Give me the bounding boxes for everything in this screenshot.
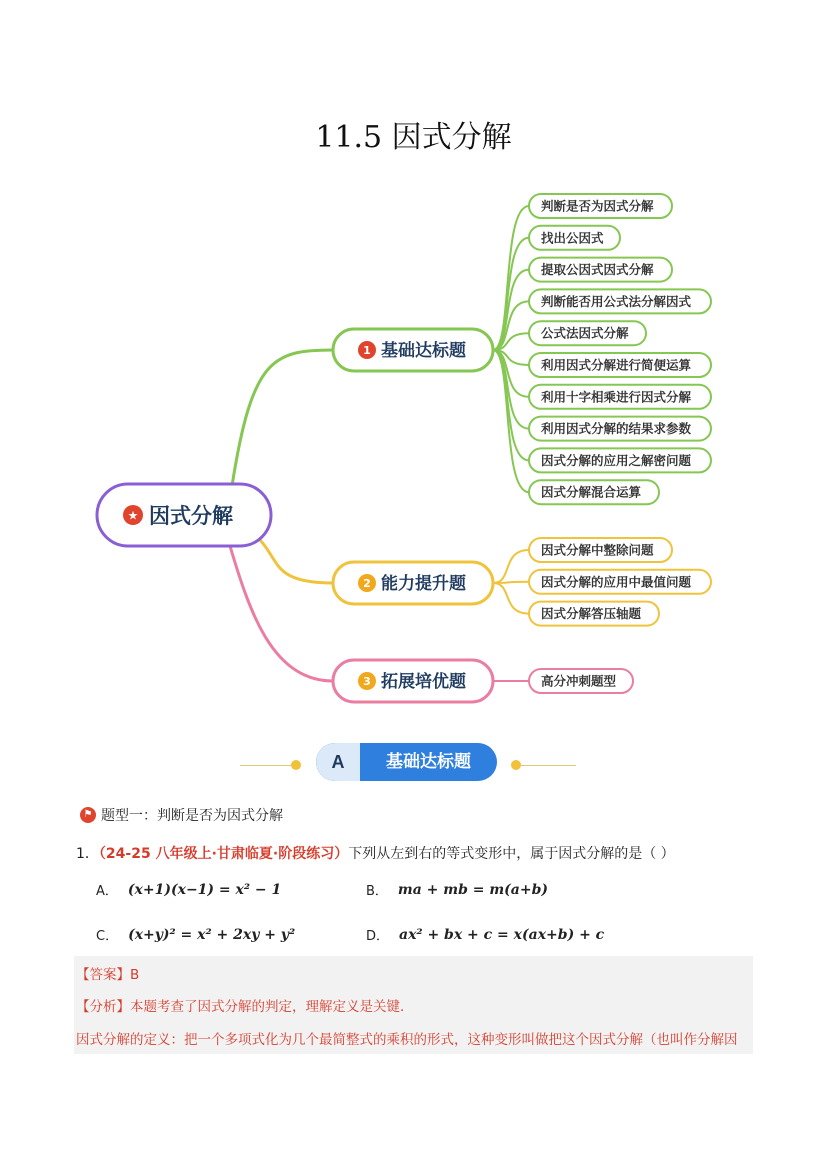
leaf-label: 因式分解答压轴题 — [541, 606, 642, 622]
section-pill — [316, 743, 497, 781]
branch-label: 拓展培优题 — [381, 672, 466, 692]
leaf-label: 利用十字相乘进行因式分解 — [541, 389, 692, 405]
banner-dot-left — [291, 760, 301, 770]
option-a-expr: (x+1)(x−1) = x² − 1 — [127, 881, 282, 898]
banner-divider-right — [520, 765, 576, 766]
leaf-label: 高分冲刺题型 — [541, 673, 617, 689]
branch-number: 1 — [363, 344, 371, 357]
option-d-expr: ax² + bx + c = x(ax+b) + c — [399, 926, 605, 943]
leaf-label: 因式分解混合运算 — [541, 484, 642, 500]
leaf-label: 公式法因式分解 — [541, 325, 629, 341]
question-number: 1． — [76, 846, 99, 862]
option-b-expr: ma + mb = m(a+b) — [397, 881, 549, 898]
flag-icon: ⚑ — [80, 807, 96, 823]
root-branch-connector — [260, 540, 333, 583]
leaf-label: 判断能否用公式法分解因式 — [541, 293, 692, 309]
answer-line: 【答案】B — [76, 967, 140, 983]
question-source: （24-25 八年级上·甘肃临夏·阶段练习） — [98, 846, 349, 862]
analysis-line: 【分析】本题考查了因式分解的判定，理解定义是关键． — [76, 999, 414, 1015]
option-d-letter: D． — [366, 929, 390, 944]
option-b — [366, 880, 548, 899]
leaf-label: 因式分解的应用之解密问题 — [541, 452, 692, 468]
leaf-connector — [493, 550, 529, 583]
root-label: 因式分解 — [149, 504, 233, 528]
leaf-connector — [493, 583, 529, 614]
leaf-label: 因式分解的应用中最值问题 — [541, 574, 692, 590]
branch-number: 2 — [363, 577, 371, 590]
question-stem — [76, 843, 675, 863]
page-title: 11.5 因式分解 — [315, 120, 512, 155]
option-b-letter: B． — [366, 884, 388, 899]
question-type-heading — [80, 804, 283, 826]
root-branch-connector — [232, 350, 333, 486]
section-banner — [0, 740, 827, 784]
question-type-text: 题型一：判断是否为因式分解 — [101, 808, 283, 824]
branch-number: 3 — [363, 675, 371, 688]
leaf-connector — [493, 350, 529, 397]
question-text: 下列从左到右的等式变形中，属于因式分解的是（ ） — [348, 846, 675, 862]
section-letter: A — [316, 743, 360, 781]
leaf-connector — [493, 582, 529, 583]
option-d — [366, 925, 604, 944]
option-c-letter: C． — [96, 929, 119, 944]
option-a-letter: A． — [96, 884, 118, 899]
leaf-label: 提取公因式因式分解 — [541, 262, 654, 278]
option-c — [96, 925, 295, 944]
leaf-label: 判断是否为因式分解 — [541, 198, 654, 214]
branch-label: 能力提升题 — [381, 574, 466, 594]
banner-divider-left — [240, 765, 296, 766]
leaf-label: 利用因式分解的结果求参数 — [541, 421, 692, 437]
root-branch-connector — [230, 546, 333, 681]
section-label: 基础达标题 — [386, 752, 471, 772]
leaf-label: 利用因式分解进行简便运算 — [541, 357, 692, 373]
definition-line: 因式分解的定义：把一个多项式化为几个最简整式的乘积的形式，这种变形叫做把这个因式分解（也叫作分解因 — [76, 1032, 738, 1048]
star-glyph: ★ — [127, 508, 139, 523]
leaf-label: 因式分解中整除问题 — [541, 542, 654, 558]
answer-box — [74, 956, 753, 1054]
leaf-label: 找出公因式 — [541, 230, 604, 246]
branch-label: 基础达标题 — [381, 341, 466, 361]
option-a — [96, 880, 281, 899]
leaf-connector — [493, 301, 529, 350]
option-c-expr: (x+y)² = x² + 2xy + y² — [128, 926, 296, 943]
